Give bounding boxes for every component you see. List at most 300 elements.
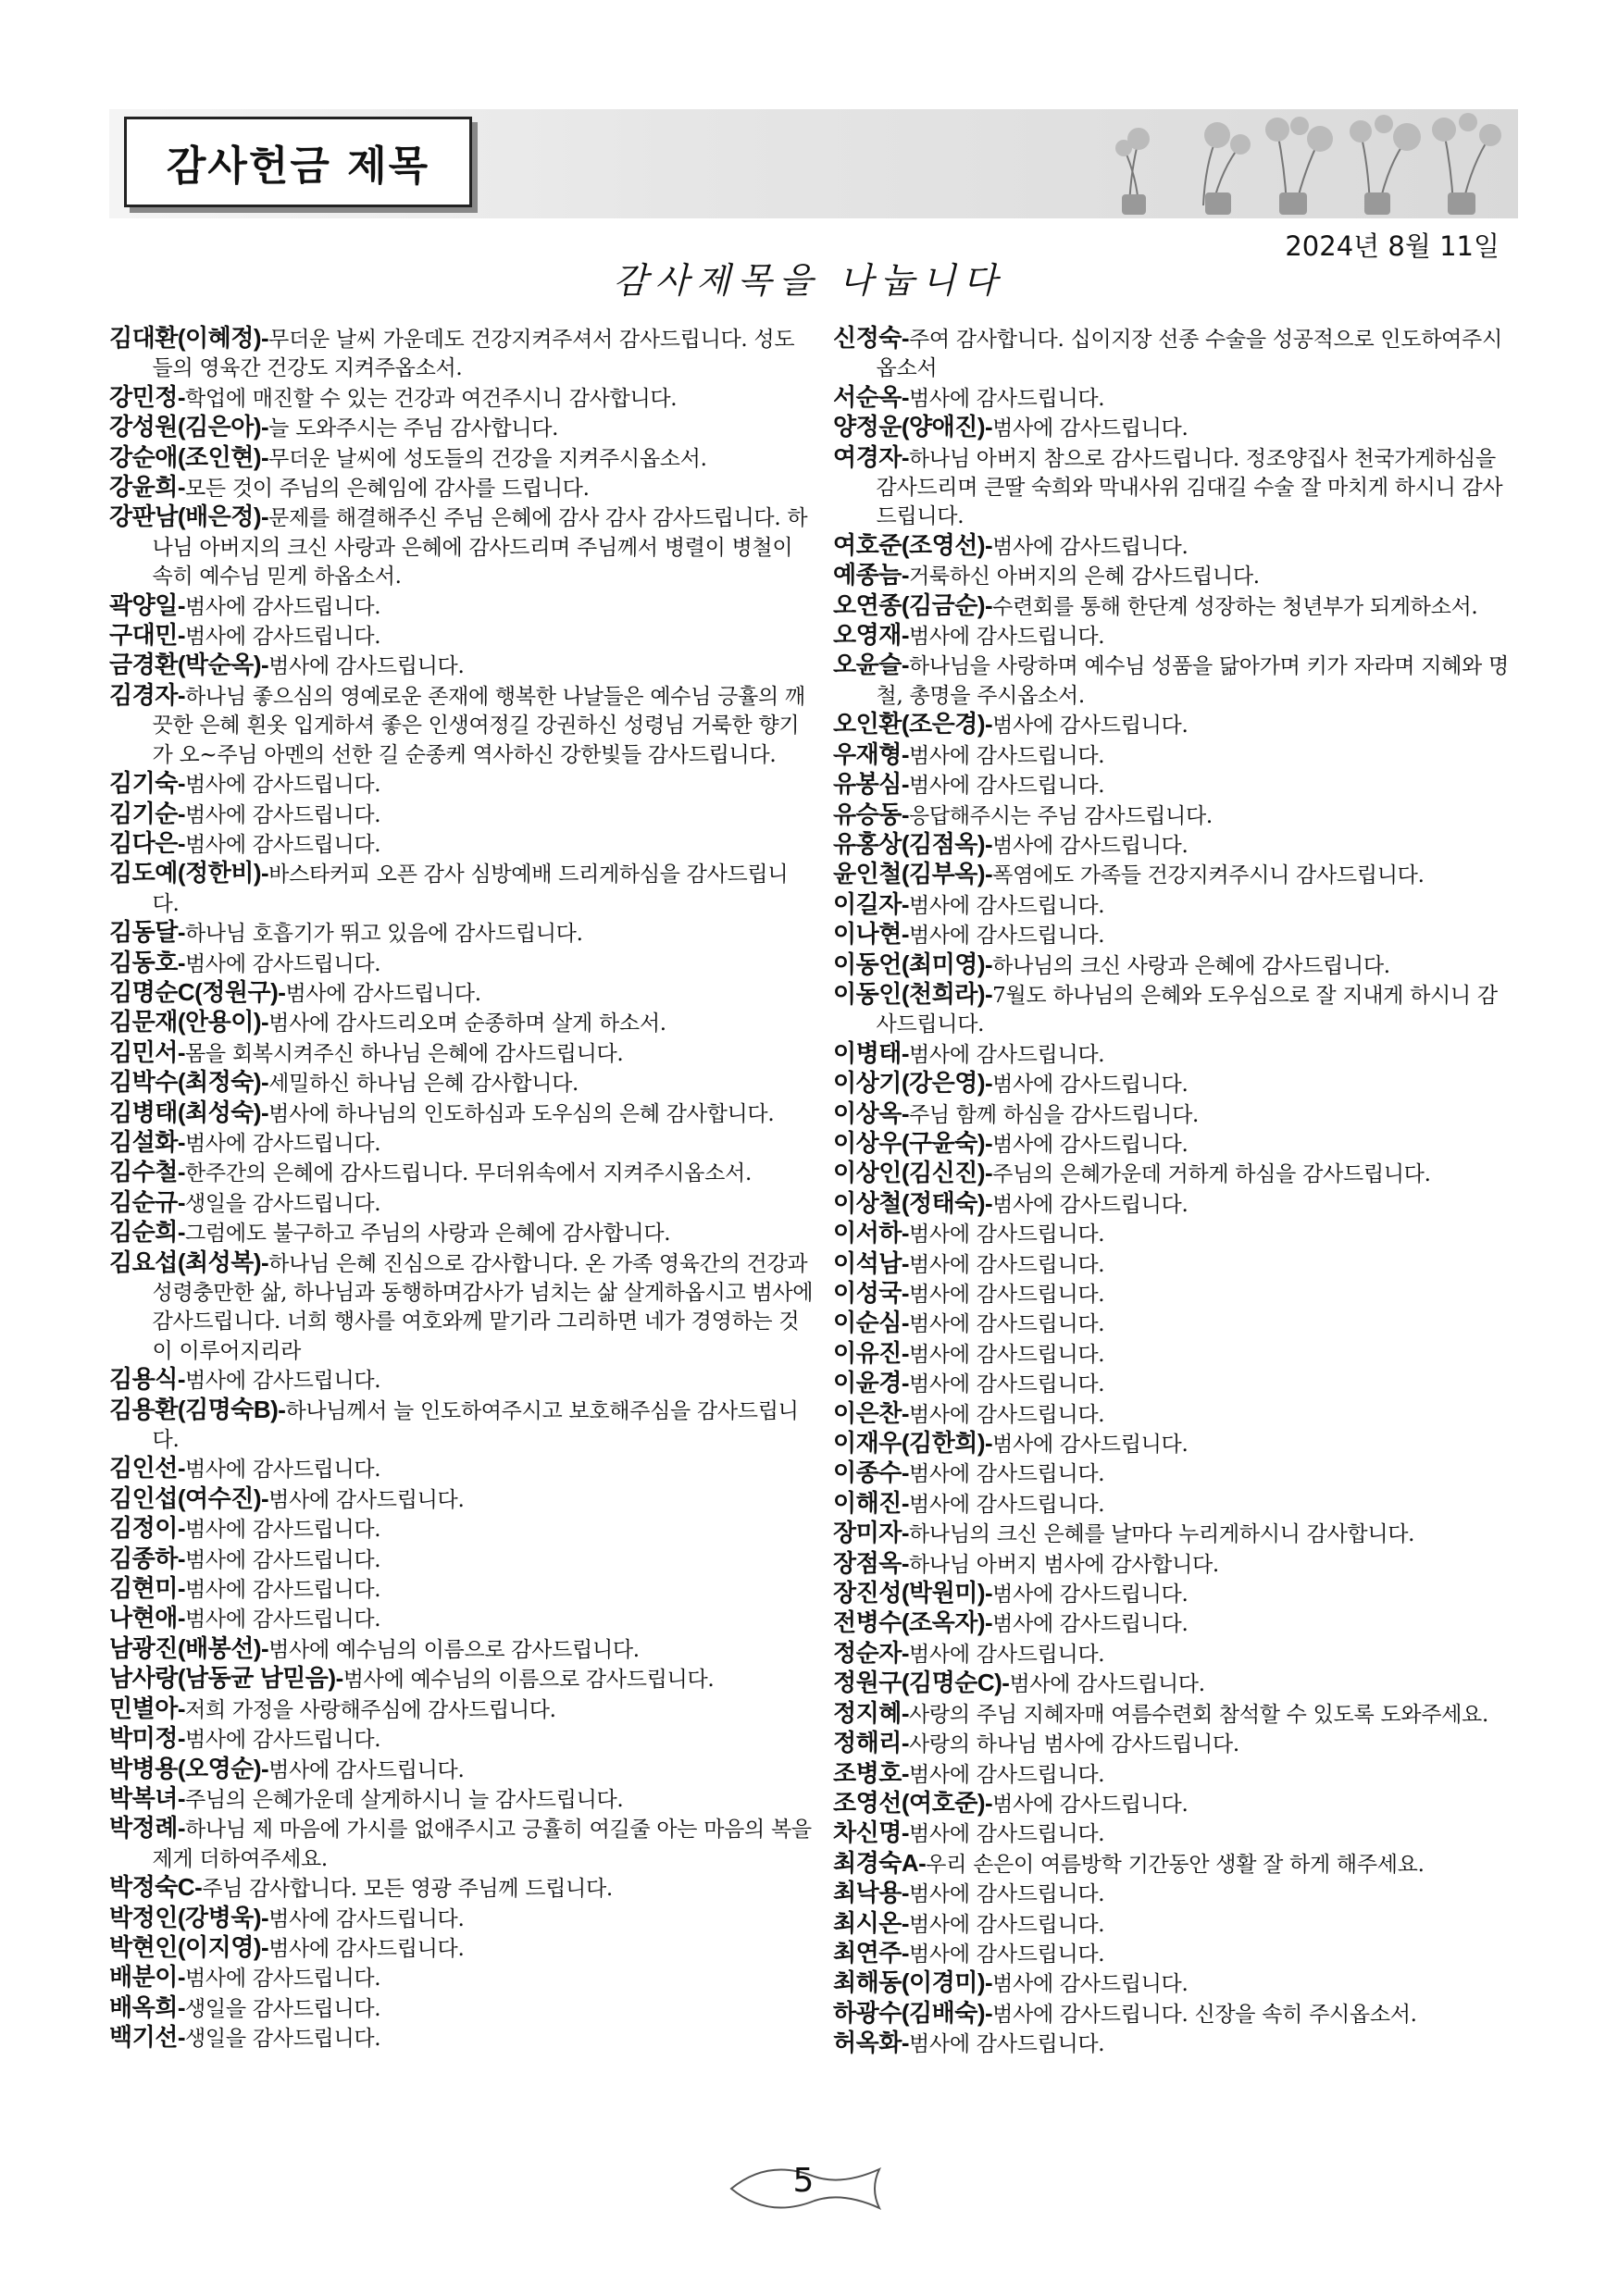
entry-text: 범사에 감사드립니다. — [992, 1582, 1189, 1607]
entry-text: 범사에 감사드립니다. — [992, 1073, 1189, 1098]
thanks-entry — [109, 413, 815, 442]
thanks-entry — [833, 980, 1513, 1039]
entry-name: 이은찬- — [833, 1398, 910, 1427]
entry-text: 하나님 아버지 참으로 감사드립니다. 정조양집사 천국가게하심을 감사드리며 큰딸 숙희와 막내사위 김대길 수술 잘 마치게 하시니 감사드립니다. — [876, 446, 1503, 529]
entry-name: 배분이- — [109, 1963, 186, 1992]
thanks-entry — [833, 1999, 1513, 2029]
entry-name: 우재형- — [833, 739, 910, 768]
entry-name: 여호준(조영선)- — [833, 530, 993, 559]
entry-text: 무더운 날씨 가운데도 건강지켜주셔서 감사드립니다. 성도들의 영육간 건강도 지켜주옵소서. — [152, 328, 795, 381]
entry-name: 오영재- — [833, 621, 910, 650]
entry-text: 바스타커피 오픈 감사 심방예배 드리게하심을 감사드립니다. — [152, 863, 789, 916]
entry-text: 범사에 감사드립니다. — [909, 1342, 1105, 1367]
entry-name: 김인선- — [109, 1454, 186, 1483]
entry-text: 수련회를 통해 한단계 성장하는 청년부가 되게하소서. — [992, 594, 1478, 619]
thanks-entry — [833, 890, 1513, 920]
entry-text: 범사에 감사드립니다. — [185, 1578, 381, 1603]
entry-text: 주님의 은혜가운데 살게하시니 늘 감사드립니다. — [185, 1787, 624, 1812]
entry-text: 범사에 감사드립니다. — [909, 1462, 1105, 1487]
entry-text: 범사에 감사드립니다. — [992, 1132, 1189, 1157]
entry-name: 이나현- — [833, 920, 910, 949]
thanks-entry — [109, 1545, 815, 1574]
thanks-entry — [109, 1188, 815, 1218]
thanks-entry — [833, 830, 1513, 860]
entry-name: 정순자- — [833, 1638, 910, 1667]
entry-name: 김명순C(정원구)- — [109, 977, 286, 1006]
entry-text: 범사에 감사드립니다. — [909, 1312, 1105, 1337]
entry-text: 범사에 감사드립니다. — [185, 1518, 381, 1543]
entry-text: 범사에 감사드립니다. — [185, 625, 381, 650]
entry-text: 범사에 감사드립니다. — [992, 1792, 1189, 1817]
entry-text: 주님 함께 하심을 감사드립니다. — [909, 1102, 1199, 1127]
entry-name: 오윤슬- — [833, 651, 910, 679]
entry-name: 박정숙C- — [109, 1873, 203, 1902]
entry-text: 범사에 감사드립니다. — [909, 1882, 1105, 1907]
entry-name: 김정이- — [109, 1514, 186, 1543]
entry-text: 범사에 감사드립니다. — [909, 1283, 1105, 1307]
entry-name: 하광수(김배숙)- — [833, 1998, 993, 2027]
entry-name: 김설화- — [109, 1127, 186, 1156]
entry-text: 범사에 감사드립니다. — [909, 893, 1105, 918]
thanks-entry — [833, 1789, 1513, 1818]
entry-text: 하나님을 사랑하며 예수님 성품을 닮아가며 키가 자라며 지혜와 명철, 총명을 주시옵소서. — [876, 654, 1509, 708]
thanks-entry — [833, 1879, 1513, 1908]
entry-text: 하나님의 크신 은혜를 날마다 누리게하시니 감사합니다. — [909, 1522, 1415, 1547]
entry-text: 하나님 아버지 범사에 감사합니다. — [909, 1552, 1219, 1577]
entry-text: 모든 것이 주님의 은혜임에 감사를 드립니다. — [185, 477, 590, 502]
entry-name: 예종늠- — [833, 561, 910, 590]
entry-name: 김기순- — [109, 799, 186, 827]
entry-name: 조영선(여호준)- — [833, 1788, 993, 1817]
entry-text: 범사에 감사드립니다. — [268, 654, 465, 679]
entry-text: 하나님 좋으심의 영예로운 존재에 행복한 나날들은 예수님 긍휼의 깨끗한 은혜 흰옷 입게하셔 좋은 인생여정길 강권하신 성령님 거룩한 향기가 오~주님 아멘의 선한 길 순종케 역사하신 강한빛들 감사드립니다. — [152, 684, 805, 767]
entry-text: 범사에 감사드립니다. 신장을 속히 주시옵소서. — [992, 2002, 1417, 2027]
thanks-entry — [833, 1369, 1513, 1398]
entry-text: 범사에 예수님의 이름으로 감사드립니다. — [342, 1668, 715, 1693]
thanks-entry — [109, 1904, 815, 1933]
entry-name: 김인섭(여수진)- — [109, 1483, 269, 1512]
thanks-entry — [833, 1189, 1513, 1219]
thanks-entry — [109, 859, 815, 918]
entry-text: 범사에 감사드립니다. — [909, 1642, 1105, 1667]
thanks-entry — [833, 1129, 1513, 1159]
thanks-entry — [833, 1219, 1513, 1248]
entry-text: 범사에 감사드립니다. — [909, 924, 1105, 949]
entry-text: 범사에 감사드립니다. — [992, 1192, 1189, 1217]
entry-name: 이성국- — [833, 1279, 910, 1307]
entry-name: 최연주- — [833, 1938, 910, 1967]
entry-name: 이상기(강은영)- — [833, 1069, 993, 1098]
entry-text: 범사에 감사드립니다. — [909, 1222, 1105, 1247]
entry-name: 오연종(김금순)- — [833, 590, 993, 619]
entry-text: 하나님 호흡기가 뛰고 있음에 감사드립니다. — [185, 922, 583, 947]
thanks-entry — [109, 1814, 815, 1873]
page-title: 감사헌금 제목 — [166, 143, 430, 190]
entry-text: 범사에 감사드립니다. — [909, 625, 1105, 650]
entry-text: 무더운 날씨에 성도들의 건강을 지켜주시옵소서. — [268, 446, 707, 471]
entry-name: 유홍상(김점옥)- — [833, 829, 993, 858]
thanks-entry — [109, 1068, 815, 1098]
thanks-entry — [833, 1639, 1513, 1669]
entry-text: 범사에 감사드립니다. — [268, 1757, 465, 1782]
thanks-entry — [109, 651, 815, 680]
entry-name: 장점옥- — [833, 1548, 910, 1577]
thanks-entry — [109, 1933, 815, 1963]
entry-text: 몸을 회복시켜주신 하나님 은혜에 감사드립니다. — [185, 1041, 624, 1066]
entry-name: 이해진- — [833, 1488, 910, 1517]
thanks-entry — [833, 1699, 1513, 1729]
entry-text: 범사에 예수님의 이름으로 감사드립니다. — [268, 1637, 640, 1662]
entry-name: 서순옥- — [833, 382, 910, 411]
thanks-entry — [109, 1604, 815, 1633]
entry-name: 김수철- — [109, 1158, 186, 1186]
thanks-entry — [833, 710, 1513, 739]
thanks-entry — [833, 1039, 1513, 1069]
entry-name: 최경숙A- — [833, 1848, 927, 1877]
entry-text: 범사에 감사드립니다. — [268, 1487, 465, 1512]
entry-name: 박병용(오영순)- — [109, 1754, 269, 1782]
thanks-entry — [833, 1069, 1513, 1098]
entry-name: 김동달- — [109, 918, 186, 947]
entry-name: 김용식- — [109, 1365, 186, 1394]
thanks-entry — [109, 829, 815, 859]
thanks-entry — [833, 1579, 1513, 1608]
thanks-entry — [833, 1849, 1513, 1879]
entry-text: 하나님 제 마음에 가시를 없애주시고 긍휼히 여길줄 아는 마음의 복을 제게 더하여주세요. — [152, 1818, 812, 1871]
thanks-entry — [109, 1784, 815, 1814]
entry-text: 범사에 감사드립니다. — [992, 1433, 1189, 1458]
entry-name: 김문재(안용이)- — [109, 1008, 269, 1036]
thanks-entry — [833, 1729, 1513, 1758]
entry-name: 김동호- — [109, 948, 186, 976]
entry-text: 범사에 감사드립니다. — [909, 774, 1105, 799]
entry-name: 김종하- — [109, 1544, 186, 1572]
thanks-entry — [109, 1963, 815, 1992]
entry-name: 이윤경- — [833, 1369, 910, 1397]
thanks-entry — [109, 1365, 815, 1395]
entry-text: 폭염에도 가족들 건강지켜주시니 감사드립니다. — [992, 863, 1425, 888]
thanks-entry — [833, 950, 1513, 980]
thanks-entry — [109, 1664, 815, 1694]
entry-name: 강성원(김은아)- — [109, 413, 269, 441]
thanks-entry — [109, 324, 815, 383]
thanks-entry — [833, 324, 1513, 383]
entry-name: 박현인(이지영)- — [109, 1932, 269, 1961]
thanks-entry — [109, 918, 815, 948]
entry-name: 김민서- — [109, 1037, 186, 1066]
thanks-entry — [109, 1755, 815, 1784]
entry-name: 유승동- — [833, 800, 910, 828]
entry-name: 장진성(박원미)- — [833, 1579, 993, 1607]
thanks-entry — [109, 621, 815, 651]
thanks-entry — [833, 1909, 1513, 1939]
entry-text: 사랑의 하나님 범사에 감사드립니다. — [909, 1732, 1239, 1757]
thanks-entry — [109, 1218, 815, 1247]
entry-text: 하나님께서 늘 인도하여주시고 보호해주심을 감사드립니다. — [152, 1398, 799, 1453]
thanks-entry — [833, 1429, 1513, 1458]
page-number: 5 — [792, 2162, 815, 2200]
thanks-entry — [833, 651, 1513, 710]
entry-text: 범사에 감사드립니다. — [992, 714, 1189, 738]
entry-name: 강순애(조인현)- — [109, 442, 269, 471]
entry-name: 김순희- — [109, 1218, 186, 1247]
entry-name: 민별아- — [109, 1694, 186, 1722]
entry-text: 범사에 감사드립니다. — [909, 386, 1105, 411]
thanks-entry — [109, 383, 815, 413]
entry-text: 응답해주시는 주님 감사드립니다. — [909, 803, 1213, 828]
thanks-entry — [833, 1759, 1513, 1789]
entry-name: 이상우(구윤숙)- — [833, 1128, 993, 1157]
thanks-entry — [109, 473, 815, 503]
entry-text: 범사에 감사드립니다. — [909, 1912, 1105, 1937]
entry-text: 생일을 감사드립니다. — [185, 1996, 381, 2021]
entry-name: 허옥화- — [833, 2029, 910, 2057]
thanks-entry — [833, 1939, 1513, 1968]
entry-name: 이동언(최미영)- — [833, 949, 993, 978]
thanks-entry — [833, 1489, 1513, 1519]
entry-name: 김도예(정한비)- — [109, 859, 269, 887]
entry-name: 정원구(김명순C)- — [833, 1669, 1010, 1697]
entry-text: 범사에 감사드립니다. — [185, 594, 381, 619]
entry-name: 정지혜- — [833, 1698, 910, 1727]
entry-name: 이병태- — [833, 1038, 910, 1067]
thanks-entry — [833, 561, 1513, 590]
entry-name: 백기선- — [109, 2023, 186, 2052]
entry-name: 장미자- — [833, 1519, 910, 1547]
entry-name: 배옥희- — [109, 1992, 186, 2021]
entry-name: 조병호- — [833, 1758, 910, 1787]
thanks-entry — [109, 1873, 815, 1903]
thanks-entry — [109, 681, 815, 769]
entry-name: 박정례- — [109, 1814, 186, 1843]
thanks-entry — [833, 413, 1513, 442]
entry-text: 하나님 은혜 진심으로 감사합니다. 온 가족 영육간의 건강과 성령충만한 삶, 하나님과 동행하며감사가 넘치는 삶 살게하옵시고 범사에 감사드립니다. 너희 행사를 여호와께 맡기라 그리하면 네가 경영하는 것이 이루어지리라 — [152, 1251, 814, 1363]
entry-text: 범사에 감사드립니다. — [185, 832, 381, 857]
right-column-entries — [833, 324, 1513, 2059]
entry-text: 범사에 감사드립니다. — [909, 1252, 1105, 1277]
entry-name: 김기숙- — [109, 769, 186, 798]
entry-name: 강윤희- — [109, 473, 186, 502]
thanks-entry — [109, 1484, 815, 1514]
thanks-entry — [833, 2029, 1513, 2058]
thanks-entry — [109, 1514, 815, 1544]
thanks-entry — [109, 1454, 815, 1483]
thanks-entry — [109, 2023, 815, 2053]
entry-text: 범사에 감사드립니다. — [992, 534, 1189, 559]
entry-text: 한주간의 은혜에 감사드립니다. 무더위속에서 지켜주시옵소서. — [185, 1161, 752, 1186]
entry-text: 주님의 은혜가운데 거하게 하심을 감사드립니다. — [992, 1162, 1431, 1187]
thanks-entry — [833, 920, 1513, 949]
thanks-entry — [109, 1396, 815, 1455]
entry-text: 범사에 감사드립니다. — [185, 1728, 381, 1753]
entry-text: 범사에 감사드립니다. — [909, 1942, 1105, 1967]
entry-name: 김현미- — [109, 1574, 186, 1603]
entry-text: 범사에 감사드립니다. — [268, 1906, 465, 1931]
thanks-entry — [109, 1098, 815, 1128]
entry-name: 신정숙- — [833, 324, 910, 352]
entry-text: 범사에 감사드립니다. — [909, 1402, 1105, 1427]
thanks-entry — [109, 1634, 815, 1664]
entry-name: 양정운(양애진)- — [833, 413, 993, 441]
entry-name: 강민정- — [109, 382, 186, 411]
entry-name: 이상철(정태숙)- — [833, 1188, 993, 1217]
entry-name: 차신명- — [833, 1818, 910, 1847]
thanks-entry — [833, 1669, 1513, 1698]
entry-name: 김박수(최정숙)- — [109, 1068, 269, 1097]
entry-name: 최시온- — [833, 1908, 910, 1937]
entry-text: 범사에 감사드립니다. — [185, 1369, 381, 1394]
entry-name: 김요섭(최성복)- — [109, 1247, 269, 1276]
entry-text: 범사에 감사드립니다. — [909, 1762, 1105, 1787]
thanks-entry — [109, 1248, 815, 1366]
thanks-entry — [833, 531, 1513, 561]
entry-text: 7월도 하나님의 은혜와 도우심으로 잘 지내게 하시니 감사드립니다. — [876, 983, 1498, 1037]
thanks-entry — [833, 1249, 1513, 1279]
entry-name: 이석남- — [833, 1248, 910, 1277]
entry-text: 범사에 감사드립니다. — [285, 981, 481, 1006]
thanks-entry — [833, 1159, 1513, 1188]
entry-text: 주님 감사합니다. 모든 영광 주님께 드립니다. — [202, 1877, 613, 1902]
entry-text: 범사에 감사드립니다. — [909, 1492, 1105, 1517]
entry-name: 곽양일- — [109, 590, 186, 619]
thanks-entry — [109, 978, 815, 1008]
thanks-entry — [109, 1574, 815, 1604]
entry-name: 이동인(천희라)- — [833, 979, 993, 1008]
thanks-entry — [833, 800, 1513, 830]
entry-name: 최낙용- — [833, 1879, 910, 1907]
thanks-entry — [833, 1818, 1513, 1848]
entry-text: 범사에 감사드립니다. — [1009, 1672, 1205, 1697]
entry-name: 나현애- — [109, 1604, 186, 1632]
entry-text: 생일을 감사드립니다. — [185, 2027, 381, 2052]
entry-text: 범사에 감사드리오며 순종하며 살게 하소서. — [268, 1011, 666, 1036]
thanks-entry — [833, 1968, 1513, 1998]
thanks-entry — [109, 503, 815, 590]
entry-text: 저희 가정을 사랑해주심에 감사드립니다. — [185, 1697, 556, 1722]
thanks-entry — [109, 443, 815, 473]
entry-name: 최해동(이경미)- — [833, 1968, 993, 1997]
entry-text: 거룩하신 아버지의 은혜 감사드립니다. — [909, 565, 1260, 590]
entry-name: 이상옥- — [833, 1098, 910, 1127]
section-title-box — [124, 117, 472, 207]
thanks-entry — [833, 1519, 1513, 1548]
entry-text: 범사에 감사드립니다. — [268, 1936, 465, 1961]
entry-name: 김다은- — [109, 828, 186, 857]
entry-name: 이길자- — [833, 889, 910, 918]
entry-name: 금경환(박순옥)- — [109, 651, 269, 679]
entry-name: 이종수- — [833, 1458, 910, 1487]
entry-name: 김용환(김명숙B)- — [109, 1395, 286, 1423]
entry-text: 범사에 감사드립니다. — [185, 802, 381, 827]
thanks-entry — [833, 740, 1513, 770]
thanks-entry — [833, 1339, 1513, 1369]
entry-text: 범사에 감사드립니다. — [992, 1612, 1189, 1637]
entry-name: 김병태(최성숙)- — [109, 1098, 269, 1126]
entry-text: 범사에 감사드립니다. — [992, 416, 1189, 441]
entry-text: 범사에 감사드립니다. — [185, 1967, 381, 1992]
entry-name: 윤인철(김부옥)- — [833, 860, 993, 888]
section-subtitle: 감사제목을 나눕니다 — [613, 260, 1005, 301]
entry-name: 남사랑(남동균 남믿음)- — [109, 1664, 343, 1693]
entry-text: 범사에 감사드립니다. — [185, 1458, 381, 1483]
entry-text: 우리 손은이 여름방학 기간동안 생활 잘 하게 해주세요. — [926, 1852, 1425, 1877]
flower-vases-illustration — [1101, 113, 1509, 217]
entry-text: 범사에 감사드립니다. — [185, 1547, 381, 1572]
entry-text: 문제를 해결해주신 주님 은혜에 감사 감사 감사드립니다. 하나님 아버지의 크신 사랑과 은혜에 감사드리며 주님께서 병렬이 병철이 속히 예수님 믿게 하옵소서. — [152, 506, 808, 590]
entry-text: 사랑의 주님 지혜자매 여름수련회 참석할 수 있도록 도와주세요. — [909, 1702, 1488, 1727]
thanks-entry — [833, 383, 1513, 413]
thanks-entry — [109, 800, 815, 829]
entry-name: 전병수(조옥자)- — [833, 1608, 993, 1637]
entry-name: 유봉심- — [833, 770, 910, 799]
thanks-entry — [109, 769, 815, 799]
entry-name: 구대민- — [109, 621, 186, 650]
thanks-entry — [109, 1128, 815, 1158]
entry-name: 박미정- — [109, 1724, 186, 1753]
entry-name: 김경자- — [109, 680, 186, 709]
entry-name: 이재우(김한희)- — [833, 1429, 993, 1458]
entry-text: 범사에 감사드립니다. — [992, 833, 1189, 858]
left-column-entries — [109, 324, 815, 2054]
entry-name: 이순심- — [833, 1309, 910, 1337]
entry-text: 주여 감사합니다. 십이지장 선종 수술을 성공적으로 인도하여주시옵소서 — [876, 328, 1502, 381]
entry-text: 범사에 감사드립니다. — [909, 1372, 1105, 1397]
entry-name: 여경자- — [833, 442, 910, 471]
thanks-entry — [833, 443, 1513, 531]
entry-text: 범사에 감사드립니다. — [185, 773, 381, 798]
entry-text: 범사에 감사드립니다. — [909, 743, 1105, 768]
entry-text: 세밀하신 하나님 은혜 감사합니다. — [268, 1072, 579, 1097]
entry-text: 범사에 하나님의 인도하심과 도우심의 은혜 감사합니다. — [268, 1101, 775, 1126]
entry-text: 학업에 매진할 수 있는 건강과 여건주시니 감사합니다. — [185, 386, 678, 411]
thanks-entry — [109, 591, 815, 621]
entry-text: 늘 도와주시는 주님 감사합니다. — [268, 416, 559, 441]
entry-text: 범사에 감사드립니다. — [909, 1042, 1105, 1067]
entry-name: 박복녀- — [109, 1783, 186, 1812]
thanks-entry — [109, 1158, 815, 1187]
entry-text: 범사에 감사드립니다. — [185, 1131, 381, 1156]
thanks-entry — [833, 1309, 1513, 1338]
thanks-entry — [833, 1458, 1513, 1488]
entry-text: 범사에 감사드립니다. — [992, 1972, 1189, 1997]
entry-text: 그럼에도 불구하고 주님의 사랑과 은혜에 감사합니다. — [185, 1222, 671, 1247]
entry-text: 범사에 감사드립니다. — [909, 2032, 1105, 2057]
thanks-entry — [833, 1608, 1513, 1638]
entry-name: 김순규- — [109, 1187, 186, 1216]
thanks-entry — [109, 1993, 815, 2023]
entry-name: 김대환(이혜정)- — [109, 324, 269, 352]
thanks-entry — [833, 1549, 1513, 1579]
entry-text: 범사에 감사드립니다. — [185, 951, 381, 976]
thanks-entry — [109, 1694, 815, 1724]
entry-name: 오인환(조은경)- — [833, 710, 993, 738]
entry-name: 이서하- — [833, 1219, 910, 1247]
entry-text: 범사에 감사드립니다. — [185, 1607, 381, 1632]
entry-name: 이상인(김신진)- — [833, 1159, 993, 1187]
thanks-entry — [833, 1099, 1513, 1129]
entry-text: 범사에 감사드립니다. — [909, 1822, 1105, 1847]
thanks-entry — [833, 770, 1513, 800]
thanks-entry — [833, 621, 1513, 651]
thanks-entry — [109, 949, 815, 978]
thanks-entry — [109, 1038, 815, 1068]
thanks-entry — [109, 1008, 815, 1037]
thanks-entry — [833, 860, 1513, 889]
entry-name: 이유진- — [833, 1338, 910, 1367]
entry-name: 남광진(배봉선)- — [109, 1633, 269, 1662]
entry-text: 하나님의 크신 사랑과 은혜에 감사드립니다. — [992, 953, 1390, 978]
thanks-entry — [109, 1724, 815, 1754]
